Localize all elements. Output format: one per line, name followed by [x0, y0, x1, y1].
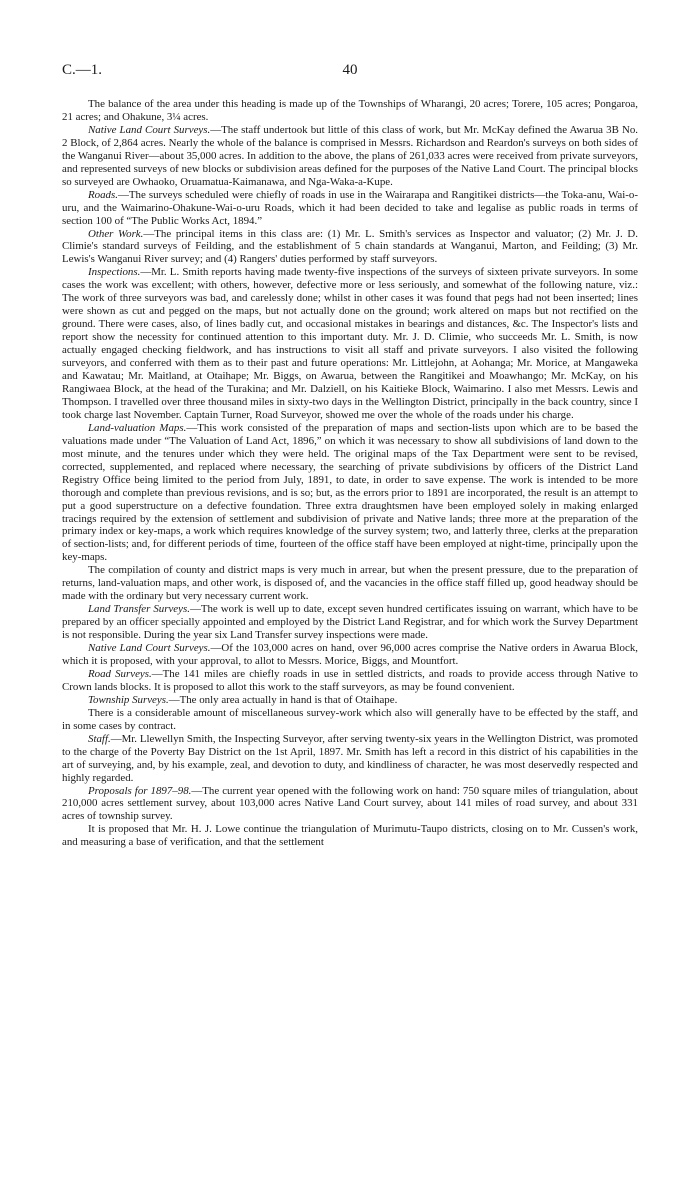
paragraph-heading: Land Transfer Surveys.: [88, 603, 190, 616]
page-header: [62, 62, 638, 82]
paragraph-miscellaneous: There is a considerable amount of miscellaneous survey-work which also will generally have to be effected by the staff, and in some cases by contract.: [62, 706, 638, 732]
page-number: 40: [342, 62, 358, 78]
paragraph-native-land-court-surveys: Native Land Court Surveys.—The staff undertook but little of this class of work, but Mr. McKay defined the Awarua 3B No. 2 Block, of 2,864 acres. Nearly the whole of the balance is comprised in Messrs. Richardson and Reardon's surveys on both sides of the Wanganui River—about 35,000 acres. In addition to the above, the plans of 261,033 acres were received from private surveyors, and represented surveys of new blocks or subdivision areas defined for the purposes of the Native Land Court. The principal blocks so surveyed are Owhaoko, Oruamatua-Kaimanawa, and Nga-Waka-a-Kupe.: [62, 123, 638, 188]
paragraph-heading: Inspections.: [88, 266, 141, 279]
paragraph-heading: Native Land Court Surveys.: [88, 642, 211, 655]
paragraph-heading: Staff.: [88, 732, 111, 745]
paragraph-native-land-court-surveys-2: Native Land Court Surveys.—Of the 103,000 acres on hand, over 96,000 acres comprise the Native orders in Awarua Block, which it is proposed, with your approval, to allot to Messrs. Morice, Biggs, and Mountfort.: [62, 642, 638, 667]
document-reference: C.—1.: [62, 62, 103, 78]
body-text: [62, 98, 638, 849]
paragraph-triangulation: It is proposed that Mr. H. J. Lowe continue the triangulation of Murimutu-Taupo districts, closing on to Mr. Cussen's work, and measuring a base of verification, and that the settlement: [62, 823, 638, 849]
paragraph-heading: Road Surveys.: [88, 667, 152, 680]
paragraph-heading: Proposals for 1897–98.: [88, 784, 192, 797]
paragraph-land-valuation-maps: Land-valuation Maps.—This work consisted of the preparation of maps and section-lists upon which are to be based the valuations made under “The Valuation of Land Act, 1896,” on which it was necessary to show all subdivisions of land down to the most minute, and the tenures under which they were held. The original maps of the Tax Department were sent to be revised, corrected, supplemented, and replaced where necessary, the searching of private subdivisions by officers of the District Land Registry Office being limited to the period from July, 1891, to date, in order to save expense. The work is intended to be more thorough and complete than previous revisions, and is so; but, as the errors prior to 1891 are incorporated, the result is an attempt to put a good superstructure on a defective foundation. Three extra draughtsmen have been employed solely in making enlarged tracings required by the extension of settlement and subdivision of private and Native lands; three more at the preparation of the primary index or key-maps, a work which requires knowledge of the survey system; two, and latterly three, clerks at the preparation of section-lists; and, for different periods of time, fourteen of the office staff have been employed at night-time, principally upon the key-maps.: [62, 421, 638, 564]
paragraph-heading: Other Work.: [88, 227, 144, 240]
paragraph-township-surveys: Township Surveys.—The only area actually in hand is that of Otaihape.: [88, 693, 398, 706]
paragraph-area-balance: The balance of the area under this heading is made up of the Townships of Wharangi, 20 acres; Torere, 105 acres; Pongaroa, 21 acres; and Ohakune, 3¼ acres.: [62, 98, 638, 123]
paragraph-county-maps: The compilation of county and district maps is very much in arrear, but when the present pressure, due to the preparation of returns, land-valuation maps, and other work, is disposed of, and the vacancies in the office staff filled up, good headway should be made with the ordinary but very necessary current work.: [62, 564, 638, 603]
paragraph-heading: Native Land Court Surveys.: [88, 123, 211, 136]
paragraph-land-transfer-surveys: Land Transfer Surveys.—The work is well up to date, except seven hundred certificates issuing on warrant, which have to be prepared by an officer specially appointed and employed by the District Land Registrar, and for which work the Survey Department is not responsible. During the year six Land Transfer survey inspections were made.: [62, 603, 638, 642]
paragraph-staff: Staff.—Mr. Llewellyn Smith, the Inspecting Surveyor, after serving twenty-six years in the Wellington District, was promoted to the charge of the Poverty Bay District on the 1st April, 1897. Mr. Smith has left a record in this district of his capabilities in the art of surveying, and, by his example, zeal, and devotion to duty, and kindliness of character, he was most deservedly respected and highly regarded.: [62, 732, 638, 784]
paragraph-inspections: Inspections.—Mr. L. Smith reports having made twenty-five inspections of the surveys of sixteen private surveyors. In some cases the work was excellent; with others, however, defective more or less seriously, and somewhat of the following nature, viz.: The work of three surveyors was bad, and carelessly done; whilst in other cases it was found that pegs had not been inserted; lines were shown as cut and pegged on the maps, but not actually done on the ground; work altered on maps but not rectified on the ground. There were cases, also, of lines badly cut, and occasional mistakes in bearings and distances, &c. The Inspector's lists and report show the necessity for continued attention to this important duty. Mr. J. D. Climie, who succeeds Mr. L. Smith, is now actually engaged checking fieldwork, and has instructions to visit all staff and private surveyors. I also visited the following surveyors, and conferred with them as to their past and future operations: Mr. Littlejohn, at Aohanga; Mr. Morice, at Mangaweka and Kawatau; Mr. Maitland, at Otaihape; Mr. Biggs, on Awarua, between the Rangitikei and Moawhango; Mr. McKay, on his Rangiwaea Block, at the head of the Turakina; and Mr. Dalziell, on his Kaitieke Block, Waimarino. I also met Messrs. Lewis and Thompson. I travelled over three thousand miles in sixty-two days in the Wellington District, principally in the back country, since I took charge last November. Captain Turner, Road Surveyor, showed me over the whole of the roads under his charge.: [62, 266, 638, 421]
paragraph-heading: Land-valuation Maps.: [88, 421, 187, 434]
paragraph-heading: Township Surveys.: [88, 693, 169, 706]
paragraph-proposals: Proposals for 1897–98.—The current year opened with the following work on hand: 750 square miles of triangulation, about 210,000 acres settlement survey, about 103,000 acres Native Land Court survey, about 141 miles of road survey, and about 331 acres of township survey.: [62, 784, 639, 823]
paragraph-roads: Roads.—The surveys scheduled were chiefly of roads in use in the Wairarapa and Rangitikei districts—the Toka-anu, Wai-o-uru, and the Waimarino-Ohakune-Wai-o-uru Roads, which it had been decided to take and legalise as public roads in terms of section 100 of “The Public Works Act, 1894.”: [62, 188, 638, 227]
paragraph-heading: Roads.: [88, 188, 118, 201]
paragraph-other-work: Other Work.—The principal items in this class are: (1) Mr. L. Smith's services as Inspector and valuator; (2) Mr. J. D. Climie's standard surveys of Feilding, and the establishment of 5 chain standards at Wanganui, Marton, and Feilding; (3) Mr. Lewis's Wanganui River survey; and (4) Rangers' duties performed by staff surveyors.: [62, 227, 638, 266]
paragraph-road-surveys: Road Surveys.—The 141 miles are chiefly roads in use in settled districts, and roads to provide access through Native to Crown lands blocks. It is proposed to allot this work to the staff surveyors, as may be found convenient.: [62, 667, 638, 693]
